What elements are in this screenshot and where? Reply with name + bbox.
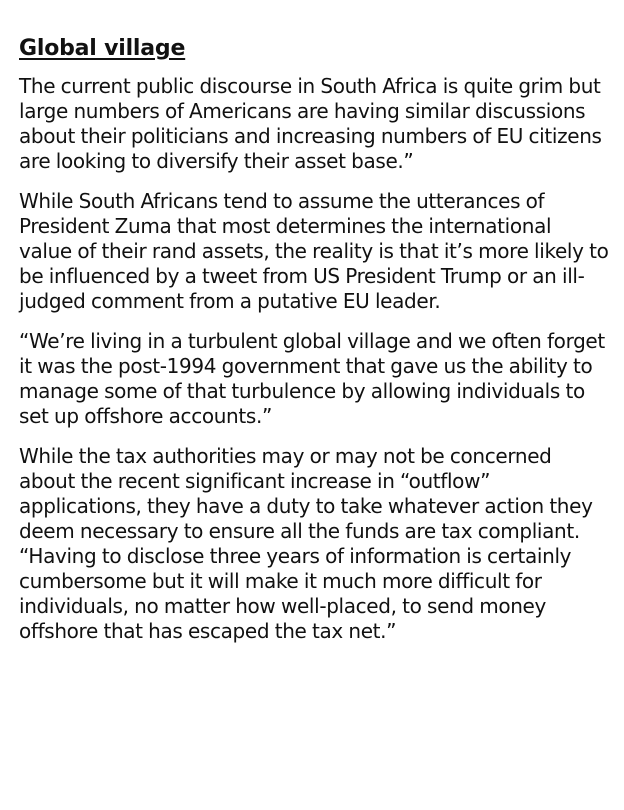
paragraph: While the tax authorities may or may not be concerned about the recent significant increase in “outflow” applications, they have a duty to take whatever action they deem necessary to ensure all the funds are tax compliant. “Having to disclose three years of information is certainly cumbersome but it will make it much more difficult for individuals, no matter how well-placed, to send money offshore that has escaped the tax net.”: [19, 444, 593, 644]
paragraph: While South Africans tend to assume the utterances of President Zuma that most determines the international value of their rand assets, the reality is that it’s more likely to be influenced by a tweet from US President Trump or an ill-judged comment from a putative EU leader.: [19, 189, 609, 314]
section-heading: Global village: [19, 36, 186, 61]
paragraph: “We’re living in a turbulent global village and we often forget it was the post-1994 government that gave us the ability to manage some of that turbulence by allowing individuals to set up offshore accounts.”: [19, 329, 605, 429]
paragraph: The current public discourse in South Africa is quite grim but large numbers of Americans are having similar discussions about their politicians and increasing numbers of EU citizens are looking to diversify their asset base.”: [19, 74, 602, 174]
article-body: [19, 36, 609, 659]
